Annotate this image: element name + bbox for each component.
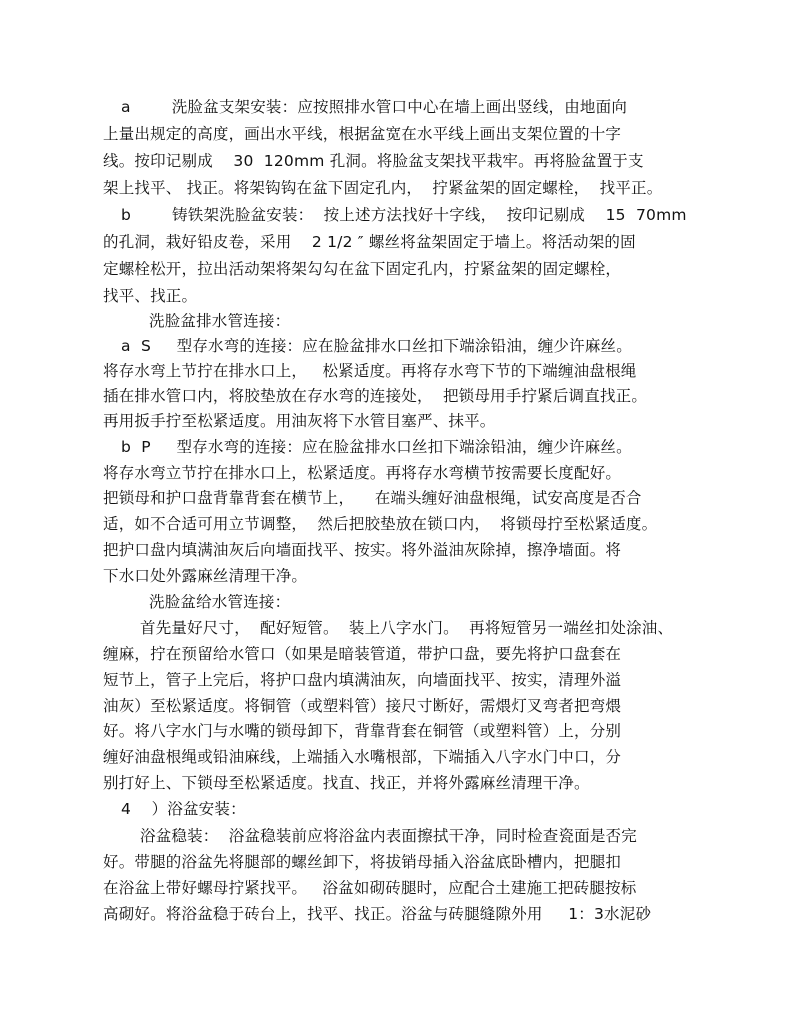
- text-line: a S 型存水弯的连接：应在脸盆排水口丝扣下端涂铅油，缠少许麻丝。: [121, 337, 632, 355]
- text-line: 别打好上、下锁母至松紧适度。找直、找正，并将外露麻丝清理干净。: [103, 774, 590, 792]
- text-line: 定螺栓松开，拉出活动架将架勾勾在盆下固定孔内，拧紧盆架的固定螺栓，: [103, 260, 622, 278]
- text-line: 缠麻，拧在预留给水管口（如果是暗装管道，带护口盘，要先将护口盘套在: [103, 645, 622, 663]
- text-line: 把锁母和护口盘背靠背套在横节上， 在端头缠好油盘根绳，试安高度是否合: [103, 489, 642, 507]
- text-line: b P 型存水弯的连接：应在脸盆排水口丝扣下端涂铅油，缠少许麻丝。: [121, 438, 632, 456]
- text-line: 找平、找正。: [103, 287, 198, 305]
- text-line: 插在排水管口内，将胶垫放在存水弯的连接处， 把锁母用手拧紧后调直找正。: [103, 387, 648, 405]
- text-line: b 铸铁架洗脸盆安装： 按上述方法找好十字线， 按印记剔成 15 70mm: [121, 206, 687, 224]
- text-line: 将存水弯立节拧在排水口上，松紧适度。再将存水弯横节按需要长度配好。: [103, 464, 622, 482]
- section-heading: 洗脸盆给水管连接：: [149, 593, 291, 611]
- text-line: 油灰）至松紧适度。将铜管（或塑料管）接尺寸断好，需煨灯叉弯者把弯煨: [103, 697, 622, 715]
- section-heading: 洗脸盆排水管连接：: [149, 312, 291, 330]
- text-line: 适，如不合适可用立节调整， 然后把胶垫放在锁口内， 将锁母拧至松紧适度。: [103, 515, 658, 533]
- text-line: a 洗脸盆支架安装：应按照排水管口中心在墙上画出竖线，由地面向: [121, 98, 628, 116]
- text-line: 将存水弯上节拧在排水口上， 松紧适度。再将存水弯下节的下端缠油盘根绳: [103, 362, 637, 380]
- text-line: 上量出规定的高度，画出水平线，根据盆宽在水平线上画出支架位置的十字: [103, 125, 622, 143]
- section-heading: 4 ）浴盆安装：: [121, 800, 246, 818]
- text-line: 缠好油盘根绳或铅油麻线，上端插入水嘴根部，下端插入八字水门中口，分: [103, 748, 622, 766]
- text-line: 把护口盘内填满油灰后向墙面找平、按实。将外溢油灰除掉，擦净墙面。将: [103, 541, 622, 559]
- text-line: 的孔洞，栽好铅皮卷，采用 2 1/2 ″ 螺丝将盆架固定于墙上。将活动架的固: [103, 233, 636, 251]
- text-line: 下水口处外露麻丝清理干净。: [103, 567, 308, 585]
- text-line: 首先量好尺寸， 配好短管。 装上八字水门。 再将短管另一端丝扣处涂油、: [140, 619, 674, 637]
- text-line: 好。将八字水门与水嘴的锁母卸下，背靠背套在铜管（或塑料管）上，分别: [103, 722, 622, 740]
- text-line: 好。带腿的浴盆先将腿部的螺丝卸下，将拔销母插入浴盆底卧槽内，把腿扣: [103, 853, 622, 871]
- text-line: 架上找平、 找正。将架钩钩在盆下固定孔内， 拧紧盆架的固定螺栓， 找平正。: [103, 179, 663, 197]
- text-line: 再用扳手拧至松紧适度。用油灰将下水管目塞严、抹平。: [103, 412, 496, 430]
- text-line: 线。按印记剔成 30 120mm 孔洞。将脸盆支架找平栽牢。再将脸盆置于支: [103, 152, 644, 170]
- text-line: 在浴盆上带好螺母拧紧找平。 浴盆如砌砖腿时，应配合土建施工把砖腿按标: [103, 879, 637, 897]
- text-line: 浴盆稳装： 浴盆稳装前应将浴盆内表面擦拭干净，同时检查瓷面是否完: [140, 827, 637, 845]
- text-line: 高砌好。将浴盆稳于砖台上，找平、找正。浴盆与砖腿缝隙外用 1：3水泥砂: [103, 905, 652, 923]
- text-line: 短节上，管子上完后，将护口盘内填满油灰，向墙面找平、按实，清理外溢: [103, 671, 622, 689]
